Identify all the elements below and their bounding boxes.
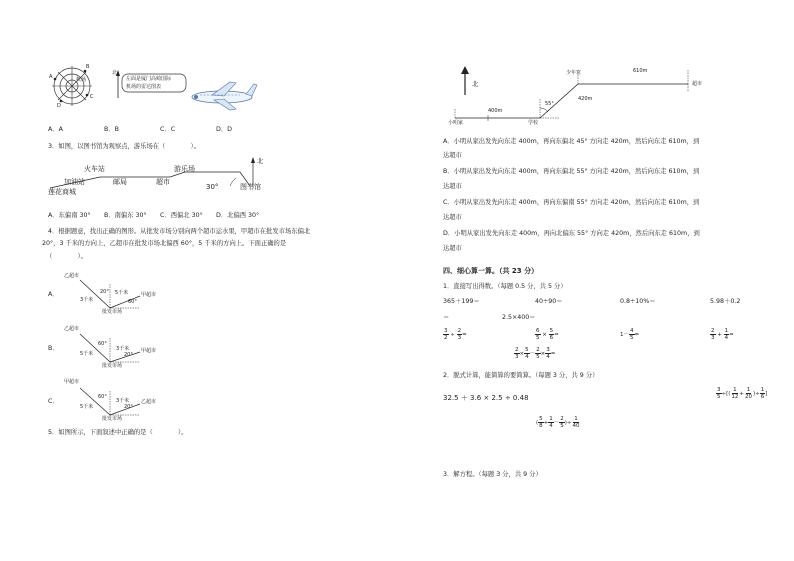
q4-b-a2: 20° xyxy=(124,352,133,358)
q4-b-a1: 60° xyxy=(98,341,107,347)
radar-label-b: B xyxy=(86,64,90,70)
f5-d4: 4 xyxy=(546,354,550,360)
q4-c-market: 批发市场 xyxy=(102,416,123,422)
q3-angle: 30° xyxy=(206,183,219,191)
f2-n1: 6 xyxy=(536,328,540,334)
q4-a-market: 批发市场 xyxy=(102,309,123,315)
radar-label-c: C xyxy=(90,94,94,100)
q4-question-line-2: 20°，3 千米的方向上，乙超市在批发市场北偏西 60°，5 千米的方向上。下面正确的是 xyxy=(42,240,287,247)
q3-north: 北 xyxy=(257,158,264,165)
q3-question: 3．如图，以图书馆为观察点，游乐场在（ ）。 xyxy=(48,143,200,150)
q2-option-a[interactable]: A．A xyxy=(48,126,63,133)
q4-option-b-letter[interactable]: B． xyxy=(48,345,59,352)
c3-d: 4 xyxy=(549,423,553,429)
q4-c-yi: 乙超市 xyxy=(141,399,157,405)
f2-n2: 5 xyxy=(549,328,554,334)
calc2-expr3: ( $\frac{5}{8}$ + $\frac{1}{4}$ － $\frac{2}{5}$ )÷ $\frac{1}{40}$ xyxy=(536,416,580,429)
f3-d: 5 xyxy=(630,335,634,341)
q5-option-a-line2: 达超市 xyxy=(443,152,462,159)
frac-expr-2: $\frac{6}{5}$ × $\frac{5}{6}$ = xyxy=(536,328,559,341)
route-school: 学校 xyxy=(528,120,539,126)
c2-h: 6 xyxy=(760,394,765,400)
q5-option-c-line1[interactable]: C．小明从家出发先向东走 400m，再向东偏南 55° 方向走 420m，然后向东走 610m，到 xyxy=(443,199,700,206)
q4-b-d2: 3千米 xyxy=(116,346,130,352)
radar-label-d: D xyxy=(57,103,61,109)
f5-d3: 5 xyxy=(536,354,540,360)
q3-option-a[interactable]: A．东偏南 30° xyxy=(48,212,91,219)
calc-40: 40÷90＝ xyxy=(535,298,563,305)
q4-a-jia: 甲超市 xyxy=(141,292,157,298)
f5-n4: 3 xyxy=(546,347,550,353)
q5-option-b-line2: 达超市 xyxy=(443,183,462,190)
route-shaonian: 少年宫 xyxy=(566,70,582,76)
f4-n1: 2 xyxy=(711,328,715,334)
q3-train-station: 火车站 xyxy=(84,165,105,173)
q4-a-d1: 3千米 xyxy=(80,297,94,303)
q4-question-line-1: 4．根据题意，找出正确的图形。从批发市场分别向两个超市运水果，甲超市在批发市场东偏北 xyxy=(48,228,311,235)
radar-label-a: A xyxy=(49,74,53,80)
f5-n1: 2 xyxy=(515,347,519,353)
callout-line-1: 左面是厦门高崎国际 xyxy=(126,76,172,82)
calc2-expr1: 32.5 ＋ 3.6 × 2.5 ÷ 0.48 xyxy=(443,394,529,402)
f1-n1: 3 xyxy=(444,328,448,334)
f1-d2: 3 xyxy=(457,335,462,341)
q4-b-market: 批发市场 xyxy=(102,363,123,369)
q4-c-jia: 甲超市 xyxy=(64,379,80,385)
route-angle: 55° xyxy=(545,101,554,107)
c2-g: 1 xyxy=(760,387,765,393)
c2-b: 5 xyxy=(717,394,721,400)
route-home: 小明家 xyxy=(448,120,464,126)
q4-a-a2: 60° xyxy=(128,299,137,305)
section4-p1: 1．直接写出得数。（每题 0.5 分，共 5 分） xyxy=(443,283,567,290)
c3-b: 8 xyxy=(539,423,543,429)
q4-c-a1: 60° xyxy=(98,394,107,400)
q4-question-line-3: （ ）。 xyxy=(46,253,87,260)
q5-option-a-line1[interactable]: A．小明从家出发先向东走 400m，再向东偏北 45° 方向走 420m，然后向东走 610m，到 xyxy=(443,138,700,145)
q2-option-c[interactable]: C．C xyxy=(160,126,176,133)
route-d3: 610m xyxy=(633,68,648,74)
q3-option-d[interactable]: D．北偏西 30° xyxy=(216,212,260,219)
c2-e: 1 xyxy=(746,387,751,393)
q5-option-d-line2: 达超市 xyxy=(443,245,462,252)
frac-expr-4: $\frac{2}{3}$ + $\frac{1}{4}$ = xyxy=(711,328,734,341)
c3-e: 2 xyxy=(560,416,564,422)
q3-post-office: 邮局 xyxy=(113,178,127,186)
c3-h: 40 xyxy=(572,423,580,429)
calc-598: 5.98＋0.2 xyxy=(710,298,741,305)
q4-option-a-letter[interactable]: A． xyxy=(48,291,59,298)
q5-question: 5．如图所示，下面叙述中正确的是（ ）。 xyxy=(48,429,188,436)
q4-c-d2: 3千米 xyxy=(116,398,130,404)
c2-d: 12 xyxy=(731,394,739,400)
c3-a: 5 xyxy=(539,416,543,422)
c2-f: 20 xyxy=(745,394,753,400)
f1-d1: 2 xyxy=(444,335,448,341)
f3-n: 4 xyxy=(630,328,634,334)
q4-c-a2: 20° xyxy=(124,404,133,410)
c2-c: 1 xyxy=(733,387,737,393)
f5-d2: 4 xyxy=(525,354,529,360)
q2-option-d[interactable]: D．D xyxy=(216,126,232,133)
q4-option-c-letter[interactable]: C． xyxy=(48,398,59,405)
f5-n3: 2 xyxy=(536,347,540,353)
c3-g: 1 xyxy=(574,416,578,422)
q3-option-c[interactable]: C．西偏北 30° xyxy=(160,212,203,219)
q4-b-d1: 5千米 xyxy=(80,351,94,357)
calc-598-eq: ＝ xyxy=(443,314,450,321)
c3-f: 5 xyxy=(560,423,564,429)
f2-d2: 6 xyxy=(549,335,554,341)
frac-expr-3: 1－ $\frac{4}{5}$ = xyxy=(620,328,640,341)
callout-line-2: 机场的雷达图表 xyxy=(126,84,162,90)
f4-n2: 1 xyxy=(724,328,729,334)
c3-c: 1 xyxy=(549,416,553,422)
q3-mall: 莲花商城 xyxy=(48,188,76,196)
q2-option-b[interactable]: B．B xyxy=(104,126,119,133)
q5-option-b-line1[interactable]: B．小明从家出发先向东走 400m，再向东偏北 55° 方向走 420m，然后向东走 610m，到 xyxy=(443,168,700,175)
route-north: 北 xyxy=(472,81,479,88)
f2-d1: 5 xyxy=(536,335,540,341)
radar-north-label: 北 xyxy=(112,70,118,76)
q4-b-jia: 甲超市 xyxy=(141,348,157,354)
q3-supermarket: 超市 xyxy=(156,178,170,186)
frac-expr-1: $\frac{3}{2}$ ÷ $\frac{2}{3}$ = xyxy=(444,328,467,341)
f4-d1: 3 xyxy=(711,335,715,341)
q3-option-b[interactable]: B．南偏东 30° xyxy=(104,212,147,219)
q4-a-yi: 乙超市 xyxy=(64,273,80,279)
radar-label-airport: 机场 xyxy=(76,77,87,83)
f3-lead: 1－ xyxy=(620,332,629,338)
q3-gas-station: 加油站 xyxy=(64,178,85,186)
f5-d1: 3 xyxy=(515,354,519,360)
section4-p3: 3．解方程。（每题 3 分，共 9 分） xyxy=(443,471,542,478)
q4-a-a1: 20° xyxy=(100,289,109,295)
section4-title: 四、细心算一算。（共 23 分） xyxy=(443,267,539,275)
c2-a: 3 xyxy=(717,387,721,393)
section4-p2: 2．脱式计算，能简算的要简算。（每题 3 分，共 9 分） xyxy=(443,372,599,379)
q3-park: 游乐场 xyxy=(174,165,195,173)
calc2-expr2: $\frac{3}{5}$ ÷[( $\frac{1}{12}$ + $\frac{1}{20}$ )÷ $\frac{1}{6}$ ] xyxy=(717,387,768,400)
route-d2: 420m xyxy=(578,96,593,102)
frac-expr-5: $\frac{2}{3}$ × $\frac{5}{4}$ － $\frac{2}{5}$ × $\frac{3}{4}$ = xyxy=(515,347,556,360)
f1-n2: 2 xyxy=(457,328,462,334)
q5-option-d-line1[interactable]: D．小明从家出发先向东走 400m，再向北偏东 55° 方向走 420m，然后向东走 610m，到 xyxy=(443,230,700,237)
q3-library: 图书馆 xyxy=(240,183,261,191)
q4-b-yi: 乙超市 xyxy=(64,326,80,332)
q5-option-c-line2: 达超市 xyxy=(443,214,462,221)
calc-25: 2.5×400＝ xyxy=(502,314,536,321)
f5-n2: 5 xyxy=(525,347,529,353)
q4-c-d1: 5千米 xyxy=(80,404,94,410)
calc-08: 0.8÷10%＝ xyxy=(620,298,656,305)
route-d1: 400m xyxy=(488,108,503,114)
q4-a-d2: 5千米 xyxy=(115,290,129,296)
calc-365: 365＋199＝ xyxy=(443,298,480,305)
f4-d2: 4 xyxy=(724,335,729,341)
route-supermarket: 超市 xyxy=(692,81,703,87)
